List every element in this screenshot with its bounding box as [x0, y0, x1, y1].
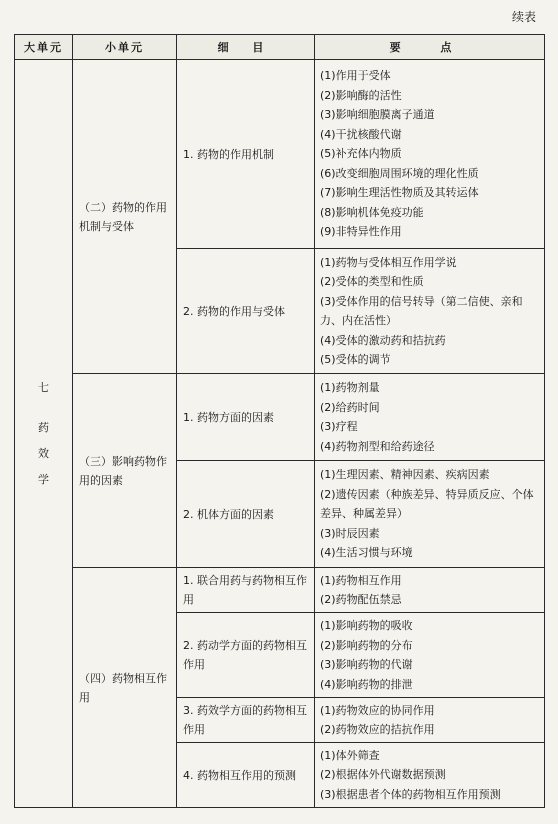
continued-label: 续表 — [511, 10, 536, 24]
list-item: (2)影响酶的活性 — [320, 88, 402, 102]
header-major: 大单元 — [15, 35, 73, 60]
points-cell — [315, 613, 545, 698]
detail-cell: 4. 药物相互作用的预测 — [177, 743, 315, 808]
list-item: (5)受体的调节 — [320, 353, 391, 366]
points-cell — [315, 461, 545, 568]
list-item: (7)影响生理活性物质及其转运体 — [320, 186, 479, 200]
list-item: (6)改变细胞周围环境的理化性质 — [320, 166, 479, 180]
points-list — [320, 463, 539, 565]
points-cell — [315, 743, 545, 808]
points-list — [320, 251, 539, 372]
list-item: (1)药物相互作用 — [320, 573, 402, 587]
detail-cell: 2. 机体方面的因素 — [177, 461, 315, 568]
list-item: (1)影响药物的吸收 — [320, 619, 413, 632]
list-item: (2)根据体外代谢数据预测 — [320, 768, 446, 782]
header-sub: 小单元 — [73, 35, 177, 60]
detail-cell: 2. 药动学方面的药物相互作用 — [177, 613, 315, 698]
list-item: (2)药物效应的拮抗作用 — [320, 723, 435, 736]
points-list — [320, 64, 539, 244]
points-cell — [315, 60, 545, 249]
list-item: (9)非特异性作用 — [320, 225, 402, 239]
list-item: (3)受体作用的信号转导（第二信使、亲和力、内在活性） — [320, 294, 523, 327]
table-row — [15, 374, 545, 461]
list-item: (1)体外筛查 — [320, 748, 380, 762]
points-list — [320, 744, 539, 807]
table-row — [15, 568, 545, 613]
header-points: 要 点 — [315, 35, 545, 60]
sub-unit-cell: （四）药物相互作用 — [73, 568, 177, 808]
detail-cell: 1. 联合用药与药物相互作用 — [177, 568, 315, 613]
points-cell — [315, 568, 545, 613]
list-item: (4)受体的激动药和拮抗药 — [320, 333, 446, 347]
list-item: (3)疗程 — [320, 420, 358, 433]
major-unit-number: 七 — [38, 380, 49, 394]
list-item: (1)生理因素、精神因素、疾病因素 — [320, 468, 490, 482]
list-item: (2)影响药物的分布 — [320, 638, 413, 652]
list-item: (2)药物配伍禁忌 — [320, 593, 402, 606]
detail-cell: 1. 药物的作用机制 — [177, 60, 315, 249]
list-item: (4)生活习惯与环境 — [320, 546, 413, 560]
major-unit-cell — [15, 60, 73, 808]
list-item: (3)时辰因素 — [320, 526, 380, 540]
points-list — [320, 614, 539, 696]
points-cell — [315, 249, 545, 374]
detail-cell: 3. 药效学方面的药物相互作用 — [177, 698, 315, 743]
detail-cell: 2. 药物的作用与受体 — [177, 249, 315, 374]
header-row — [15, 35, 545, 60]
list-item: (4)药物剂型和给药途径 — [320, 439, 435, 453]
list-item: (3)根据患者个体的药物相互作用预测 — [320, 787, 501, 801]
points-list — [320, 699, 539, 742]
points-list — [320, 376, 539, 458]
list-item: (8)影响机体免疫功能 — [320, 205, 424, 219]
list-item: (1)药物剂量 — [320, 381, 380, 394]
sub-unit-cell: （三）影响药物作用的因素 — [73, 374, 177, 568]
major-unit-char: 效 — [38, 446, 49, 460]
list-item: (3)影响细胞膜离子通道 — [320, 108, 435, 122]
list-item: (2)给药时间 — [320, 400, 380, 414]
header-detail: 细 目 — [177, 35, 315, 60]
points-cell — [315, 374, 545, 461]
list-item: (1)作用于受体 — [320, 69, 391, 83]
list-item: (4)影响药物的排泄 — [320, 677, 413, 691]
list-item: (1)药物效应的协同作用 — [320, 703, 435, 717]
list-item: (5)补充体内物质 — [320, 147, 402, 161]
list-item: (1)药物与受体相互作用学说 — [320, 255, 457, 269]
table-row — [15, 60, 545, 249]
list-item: (2)遗传因素（种族差异、特异质反应、个体差异、种属差异） — [320, 487, 534, 521]
list-item: (2)受体的类型和性质 — [320, 275, 424, 288]
list-item: (4)干扰核酸代谢 — [320, 127, 402, 141]
detail-cell: 1. 药物方面的因素 — [177, 374, 315, 461]
syllabus-table — [14, 34, 545, 808]
list-item: (3)影响药物的代谢 — [320, 658, 413, 671]
points-cell — [315, 698, 545, 743]
sub-unit-cell: （二）药物的作用机制与受体 — [73, 60, 177, 374]
points-list — [320, 569, 539, 612]
major-unit-char: 药 — [38, 420, 49, 434]
major-unit-char: 学 — [38, 472, 49, 486]
